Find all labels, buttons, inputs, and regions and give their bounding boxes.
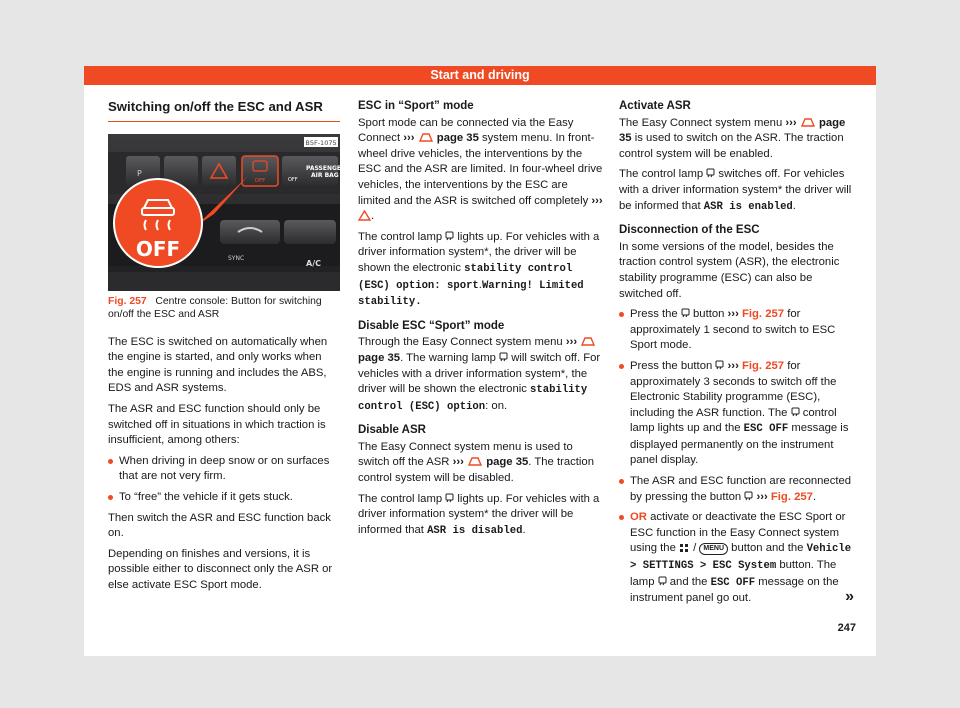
figure-number: Fig. 257: [108, 295, 147, 307]
paragraph: The Easy Connect system menu is used to switch off the ASR ››› page 35. The traction control system will be disabled.: [358, 440, 594, 485]
figure-centre-console: [108, 134, 346, 291]
svg-text:P: P: [137, 168, 142, 178]
column-3: [619, 99, 859, 612]
paragraph: The control lamp lights up. For vehicles with a driver information system*, the driver will be shown the electronic stability control (ESC) option: sport.Warning! Limited stability.: [358, 230, 600, 309]
column-2: [358, 99, 603, 544]
subheading: Disable ASR: [358, 424, 426, 437]
easy-connect-icon: [580, 336, 596, 347]
figure-code: B5F-1075: [305, 138, 337, 147]
page-number: 247: [837, 622, 856, 634]
subheading: Activate ASR: [619, 100, 691, 112]
easy-connect-icon: [418, 132, 434, 143]
paragraph: Then switch the ASR and ESC function back on.: [108, 511, 331, 540]
column-1: [108, 99, 346, 599]
figure-reference-link[interactable]: Fig. 257: [770, 490, 813, 503]
figure-reference-link[interactable]: Fig. 257: [741, 308, 785, 321]
easy-connect-icon: [467, 456, 483, 467]
paragraph: The ESC is switched on automatically when the engine is started, and only works when the engine is running and includes the ABS, EDS and ASR systems.: [108, 335, 328, 395]
esc-lamp-icon: [791, 407, 800, 418]
esc-lamp-icon: [499, 352, 508, 363]
bullet-item: OR activate or deactivate the ESC Sport or ESC function in the Easy Connect system using the / MENU button and the Vehicle > SETTINGS > ESC System button. The lamp and the ESC OFF message on the instrument panel go out.: [619, 510, 859, 607]
esc-button-icon: [744, 491, 753, 502]
bullet-item: To “free” the vehicle if it gets stuck.: [108, 490, 340, 506]
figure-reference-link[interactable]: Fig. 257: [741, 359, 785, 372]
big-off-label: OFF: [135, 236, 181, 261]
esc-lamp-icon: [706, 168, 715, 179]
figure-caption-text: Centre console: Button for switching on/off the ESC and ASR: [108, 295, 322, 320]
paragraph: The ASR and ESC function should only be switched off in situations in which traction is insufficient, among others:: [108, 402, 326, 447]
paragraph: The control lamp switches off. For vehicles with a driver information system* the driver will be informed that ASR is enabled.: [619, 168, 852, 213]
esc-lamp-icon: [445, 493, 454, 504]
ac-label: A/C: [306, 258, 321, 268]
esc-lamp-icon: [658, 576, 667, 587]
home-grid-icon: [679, 543, 690, 553]
paragraph: In some versions of the model, besides the traction control system (ASR), the electronic stability programme (ESC) can also be switched off.: [619, 240, 840, 300]
section-title: Switching on/off the ESC and ASR: [108, 99, 340, 122]
esc-button-icon: [715, 360, 724, 371]
page-reference-link[interactable]: page 35: [358, 351, 401, 364]
paragraph: The Easy Connect system menu ››› page 35 is used to switch on the ASR. The traction control system will be enabled.: [619, 116, 846, 160]
sync-label: SYNC: [228, 254, 245, 262]
easy-connect-icon: [800, 117, 816, 128]
paragraph: Sport mode can be connected via the Easy Connect ››› page 35 system menu. In front-wheel drive vehicles, the interventions by the ESC and the ASR are limited. In four-wheel drive vehicles, the interventions by the ESC are limited and the ASR is switched off completely ››› .: [358, 116, 603, 223]
subheading: Disable ESC “Sport” mode: [358, 319, 505, 332]
bullet-item: Press the button ››› Fig. 257 for approximately 3 seconds to switch off the Electronic Stability programme (ESC), including the ASR function. The control lamp lights up and the ESC OFF message is displayed permanently on the instrument panel display.: [619, 359, 859, 469]
esc-lamp-icon: [445, 231, 454, 242]
page-reference-link[interactable]: page 35: [619, 116, 846, 145]
page-reference-link[interactable]: page 35: [436, 132, 479, 145]
bullet-item: The ASR and ESC function are reconnected by pressing the button ››› Fig. 257.: [619, 474, 859, 505]
figure-caption: [108, 295, 340, 321]
page-reference-link[interactable]: page 35: [486, 456, 529, 469]
ref-arrow: ›››: [403, 132, 415, 145]
bullet-item: When driving in deep snow or on surfaces that are not very firm.: [108, 454, 340, 485]
esc-button-icon: [681, 308, 690, 319]
button-off-label: OFF: [254, 177, 266, 184]
subheading: Disconnection of the ESC: [619, 224, 760, 237]
paragraph: Depending on finishes and versions, it is possible either to disconnect only the ASR or else activate ESC Sport mode.: [108, 547, 333, 591]
manual-page: [84, 66, 876, 656]
menu-button-icon: MENU: [699, 543, 728, 555]
passenger-airbag-label-1: PASSENGER: [306, 164, 346, 172]
subheading: ESC in “Sport” mode: [358, 100, 474, 112]
continued-mark: »: [845, 588, 854, 605]
paragraph: The control lamp lights up. For vehicles with a driver information system* the driver will be informed that ASR is disabled.: [358, 492, 600, 537]
passenger-airbag-label-2: AIR BAG: [311, 171, 339, 179]
paragraph: Through the Easy Connect system menu ››› page 35. The warning lamp will switch off. For vehicles with a driver information system*, the driver will be shown the electronic stability control (ESC) option: on.: [358, 336, 601, 413]
bullet-item: Press the button ››› Fig. 257 for approximately 1 second to switch to ESC Sport mode.: [619, 307, 859, 354]
passenger-off-label: OFF: [288, 176, 298, 183]
warning-triangle-icon: [358, 210, 371, 221]
console-illustration: [108, 134, 346, 291]
chapter-header: Start and driving: [84, 66, 876, 85]
